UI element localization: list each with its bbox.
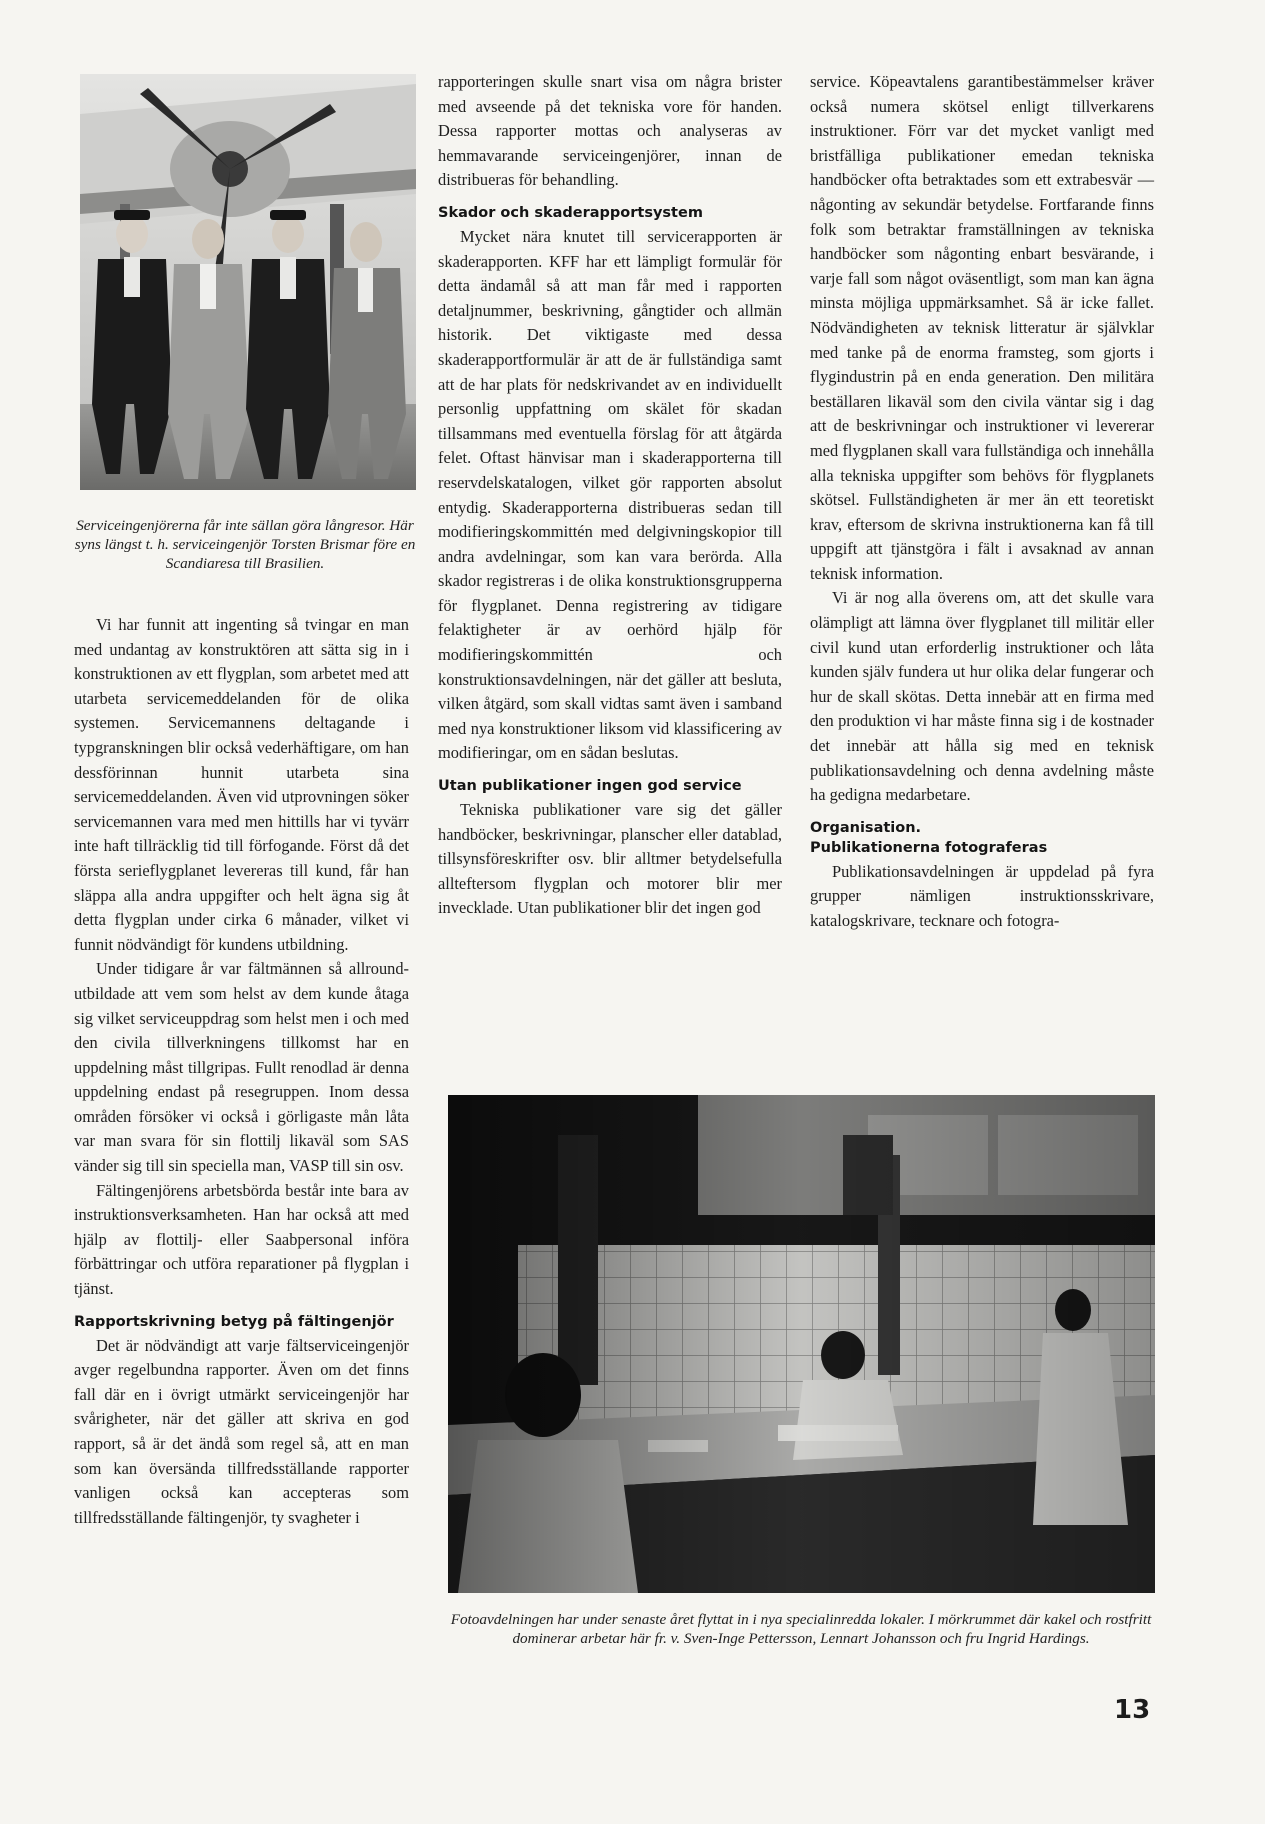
section-heading: Rapportskrivning betyg på fältingenjör <box>74 1313 394 1330</box>
text-column-middle <box>438 70 782 921</box>
paragraph: Vi är nog alla överens om, att det skulle vara olämpligt att lämna över flygplanet till militär eller civil kund utan erforderlig instruktioner och låta kunden själv fundera ut hur olika delar fungerar och hur de skall skötas. Detta innebär att en firma med den produktion vi har måste finna sig i de kostnader det innebär att hålla sig med en teknisk publikationsavdelning och denna avdelning måste ha gedigna medarbetare. <box>810 588 1154 805</box>
paragraph: Tekniska publikationer vare sig det gäller handböcker, beskrivningar, planscher eller datablad, tillsynsföreskrifter osv. blir alltmer betydelsefulla allteftersom flygplan och motorer blir mer invecklade. Utan publikationer blir det ingen god <box>438 800 782 918</box>
paragraph: Det är nödvändigt att varje fältserviceingenjör avger regelbundna rapporter. Även om det finns fall där en i övrigt utmärkt serviceingenjör har svårigheter, när det gäller att skriva en god rapport, så är det ändå som regel så, att en man som kan översända tillfredsställande rapporter vanligen också kan accepteras som tillfredsställande fältingenjör, ty svagheter i <box>74 1335 409 1527</box>
paragraph: Publikationsavdelningen är uppdelad på fyra grupper nämligen instruktionsskrivare, katalogskrivare, tecknare och fotogra- <box>810 861 1154 930</box>
darkroom-photo-caption: Fotoavdelningen har under senaste året flyttat in i nya specialinredda lokaler. I mörkrummet där kakel och rostfritt dominerar arbetar här fr. v. Sven-Inge Pettersson, Lennart Johansson och fru Ingrid Hardings. <box>450 1611 1152 1647</box>
darkroom-photo <box>448 1095 1155 1593</box>
paragraph: Vi har funnit att ingenting så tvingar en man med undantag av konstruktören att sätta sig in i konstruktionen av ett flygplan, som arbetet med att utarbeta servicemeddelanden för de olika systemen. Servicemannens deltagande i typgranskningen blir också vederhäftigare, om han dessförinnan hunnit utarbeta sina servicemeddelanden. Även vid utprovningen söker servicemannen vara med men hittills har vi tyvärr inte haft tillräcklig tid till förfogande. Först då det första serieflygplanet levereras till kund, får han släppa alla andra uppgifter och helt ägna sig åt detta flygplan under cirka 6 månader, vilket vi funnit nödvändigt för kundens utbildning. <box>74 615 409 954</box>
section-heading: Publikationerna fotograferas <box>810 839 1048 856</box>
paragraph: Fältingenjörens arbetsbörda består inte bara av instruktionsverksamheten. Han har också att med hjälp av flottilj- eller Saabpersonal införa förbättringar och utföra reparationer på flygplan i tjänst. <box>74 1180 409 1299</box>
text-column-right <box>810 70 1154 934</box>
section-heading: Organisation. <box>810 819 922 836</box>
engineers-photo-caption: Serviceingenjörerna får inte sällan göra långresor. Här syns längst t. h. serviceingenjör Torsten Brismar före en Scandiaresa till Brasilien. <box>74 517 416 572</box>
engineers-photo-image <box>80 74 416 490</box>
paragraph: rapporteringen skulle snart visa om några brister med avseende på det tekniska vore för handen. Dessa rapporter mottas och analyseras av hemmavarande serviceingenjörer, innan de distribueras för behandling. <box>438 72 782 190</box>
page-number: 13 <box>1114 1695 1151 1725</box>
darkroom-photo-image <box>448 1095 1155 1593</box>
paragraph: service. Köpeavtalens garantibestämmelser kräver också numera skötsel enligt tillverkarens instruktioner. Förr var det mycket vanligt med bristfälliga publikationer emedan tekniska handböcker ofta betraktades som ett extrabesvär — någonting av sekundär betydelse. Fortfarande finns folk som betraktar framställningen av tekniska handböcker som någonting enbart besvärande, i varje fall som något oväsentligt, som man kan ägna minsta möjliga uppmärksamhet. Så är icke fallet. Nödvändigheten av teknisk litteratur är självklar med tanke på de enorma framsteg, som gjorts i flygindustrin på en enda generation. Den militära beställaren likaväl som den civila väntar sig i dag att de beskrivningar och instruktioner vi levererar med flygplanen skall vara fullständiga och innehålla alla tekniska uppgifter som behövs för flygplanets skötsel. Fullständigheten är mer än ett teoretiskt krav, eftersom de skrivna instruktionerna kan få till uppgift att tjänstgöra i fält i avsaknad av annan teknisk information. <box>810 72 1154 583</box>
text-column-left <box>74 613 409 1530</box>
paragraph: Mycket nära knutet till servicerapporten är skaderapporten. KFF har ett lämpligt formulär för detta ändamål så att man får med i rapporten detaljnummer, beskrivning, gångtider och allmän historik. Det viktigaste med dessa skaderapportformulär är att de är fullständiga samt att de har plats för nedskrivandet av en individuellt personlig uppfattning om skälet för skadan tillsammans med eventuella förslag för att åtgärda felet. Oftast hänvisar man i skaderapporterna till reservdelskatalogen, vilket gör rapporten absolut entydig. Skaderapporterna distribueras sedan till modifieringskommittén med delgivningskopior till andra avdelningar, som kan vara berörda. Alla skador registreras i de olika konstruktionsgrupperna för flygplanet. Denna registrering av tidigare felaktigheter är av oerhörd hjälp för modifieringskommittén och konstruktionsavdelningen, när det gäller att besluta, vilken åtgärd, som skall vidtas samt även i samband med nya konstruktioner liksom vid klassificering av modifieringar, om en sådan beslutas. <box>438 226 782 763</box>
section-heading: Skador och skaderapportsystem <box>438 204 703 221</box>
section-heading: Utan publikationer ingen god service <box>438 778 742 795</box>
paragraph: Under tidigare år var fältmännen så allround-utbildade att vem som helst av dem kunde åtaga sig vilket serviceuppdrag som helst men i och med den civila tillverkningens tillkomst har en uppdelning måst tillgripas. Fullt renodlad är denna uppdelning endast på resegruppen. Inom dessa områden försöker vi också i görligaste mån låta var man svara för sin flottilj likaväl som SAS vänder sig till sin speciella man, VASP till sin osv. <box>74 959 409 1176</box>
engineers-photo <box>80 74 416 490</box>
